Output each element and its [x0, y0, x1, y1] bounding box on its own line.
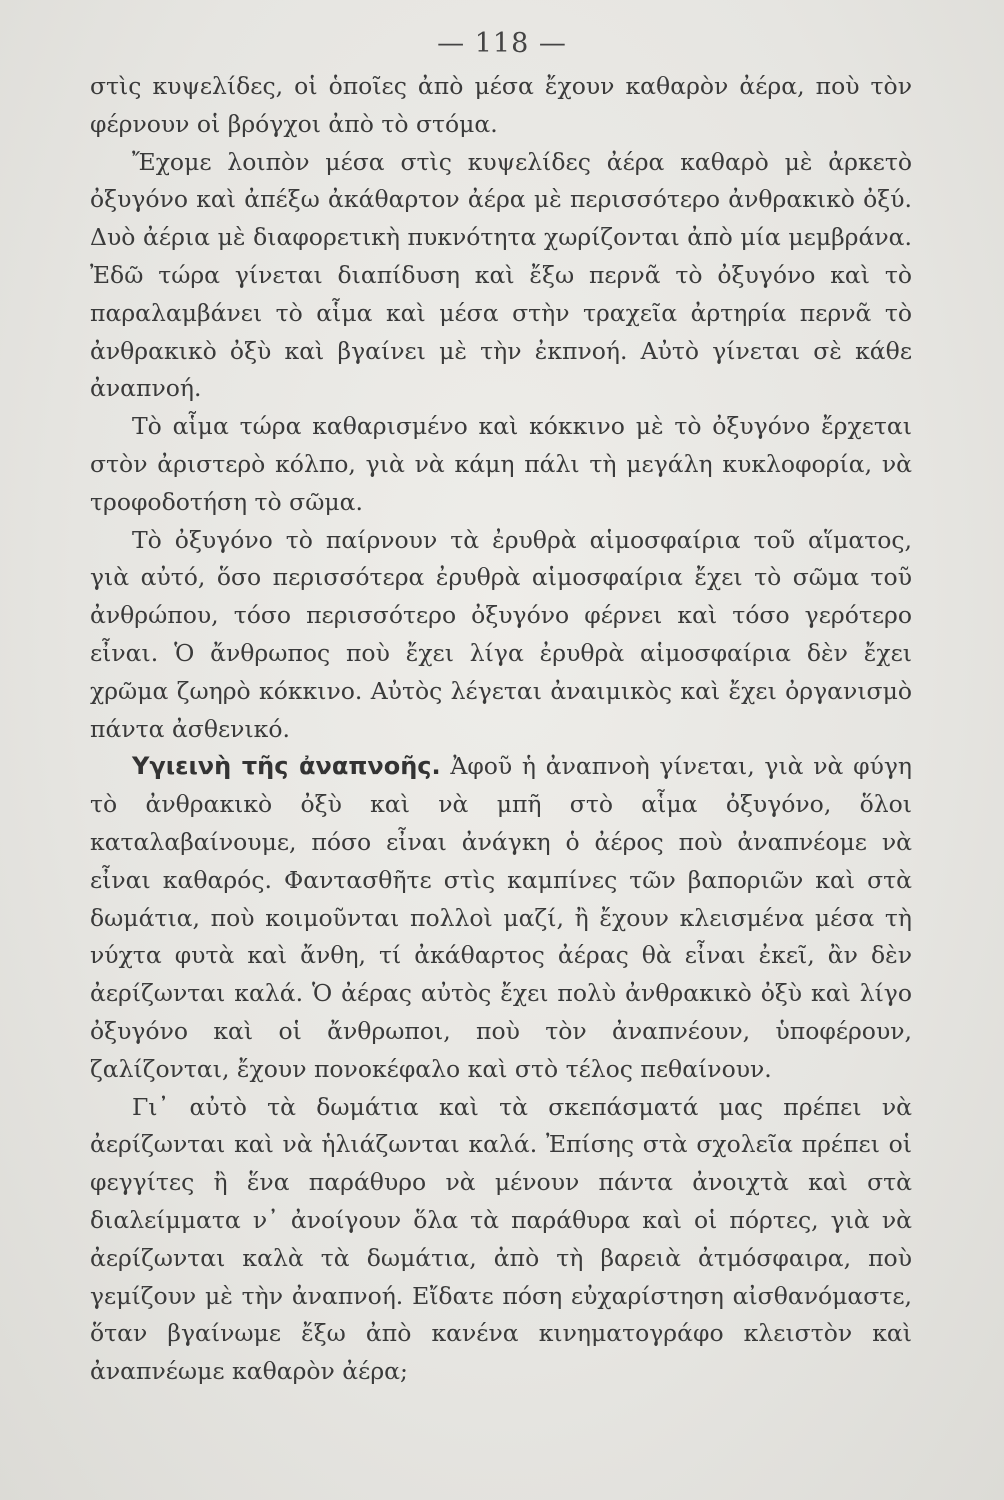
body-text	[90, 68, 912, 1391]
section-heading: Υγιεινὴ τῆς ἀναπνοῆς.	[132, 752, 441, 781]
paragraph-3: Τὸ αἷμα τώρα καθαρισμένο καὶ κόκκινο μὲ τὸ ὀξυγόνο ἔρχεται στὸν ἀριστερὸ κόλπο, γιὰ νὰ κάμη πάλι τὴ μεγάλη κυκλοφορία, νὰ τροφοδοτήση τὸ σῶμα.	[90, 412, 912, 516]
paragraph-1: στὶς κυψελίδες, οἱ ὁποῖες ἀπὸ μέσα ἔχουν καθαρὸν ἀέρα, ποὺ τὸν φέρνουν οἱ βρόγχοι ἀπὸ τὸ στόμα.	[90, 72, 912, 138]
paragraph-6: Γι᾽ αὐτὸ τὰ δωμάτια καὶ τὰ σκεπάσματά μας πρέπει νὰ ἀερίζωνται καὶ νὰ ἡλιάζωνται καλά. Ἐπίσης στὰ σχολεῖα πρέπει οἱ φεγγίτες ἢ ἕνα παράθυρο νὰ μένουν πάντα ἀνοιχτὰ καὶ στὰ διαλείμματα ν᾽ ἀνοίγουν ὅλα τὰ παράθυρα καὶ οἱ πόρτες, γιὰ νὰ ἀερίζωνται καλὰ τὰ δωμάτια, ἀπὸ τὴ βαρειὰ ἀτμόσφαιρα, ποὺ γεμίζουν μὲ τὴν ἀναπνοή. Εἴδατε πόση εὐχαρίστηση αἰσθανόμαστε, ὅταν βγαίνωμε ἔξω ἀπὸ κανένα κινηματογράφο κλειστὸν καὶ ἀναπνέωμε καθαρὸν ἀέρα;	[90, 1092, 912, 1386]
paragraph-5	[90, 748, 912, 1088]
paragraph-2: Ἔχομε λοιπὸν μέσα στὶς κυψελίδες ἀέρα καθαρὸ μὲ ἀρκετὸ ὀξυγόνο καὶ ἀπέξω ἀκάθαρτον ἀέρα μὲ περισσότερο ἀνθρακικὸ ὀξύ. Δυὸ ἀέρια μὲ διαφορετικὴ πυκνότητα χωρίζονται ἀπὸ μία μεμβράνα. Ἐδῶ τώρα γίνεται διαπίδυση καὶ ἔξω περνᾶ τὸ ὀξυγόνο καὶ τὸ παραλαμβάνει τὸ αἷμα καὶ μέσα στὴν τραχεῖα ἀρτηρία περνᾶ τὸ ἀνθρακικὸ ὀξὺ καὶ βγαίνει μὲ τὴν ἐκπνοή. Αὐτὸ γίνεται σὲ κάθε ἀναπνοή.	[90, 147, 912, 403]
page-number: — 118 —	[437, 28, 567, 59]
paragraph-5-text: Ἀφοῦ ἡ ἀναπνοὴ γίνεται, γιὰ νὰ φύγη τὸ ἀνθρακικὸ ὀξὺ καὶ νὰ μπῆ στὸ αἷμα ὀξυγόνο, ὅλοι καταλαβαίνουμε, πόσο εἶναι ἀνάγκη ὁ ἀέρος ποὺ ἀναπνέομε νὰ εἶναι καθαρός. Φαντασθῆτε στὶς καμπίνες τῶν βαποριῶν καὶ στὰ δωμάτια, ποὺ κοιμοῦνται πολλοὶ μαζί, ἢ ἔχουν κλεισμένα μέσα τὴ νύχτα φυτὰ καὶ ἄνθη, τί ἀκάθαρτος ἀέρας θὰ εἶναι ἐκεῖ, ἂν δὲν ἀερίζωνται καλά. Ὁ ἀέρας αὐτὸς ἔχει πολὺ ἀνθρακικὸ ὀξὺ καὶ λίγο ὀξυγόνο καὶ οἱ ἄνθρωποι, ποὺ τὸν ἀναπνέουν, ὑποφέρουν, ζαλίζονται, ἔχουν πονοκέφαλο καὶ στὸ τέλος πεθαίνουν.	[90, 752, 913, 1083]
paragraph-4: Τὸ ὀξυγόνο τὸ παίρνουν τὰ ἐρυθρὰ αἱμοσφαίρια τοῦ αἵματος, γιὰ αὐτό, ὅσο περισσότερα ἐρυθρὰ αἱμοσφαίρια ἔχει τὸ σῶμα τοῦ ἀνθρώπου, τόσο περισσότερο ὀξυγόνο φέρνει καὶ τόσο γερότερο εἶναι. Ὁ ἄνθρωπος ποὺ ἔχει λίγα ἐρυθρὰ αἱμοσφαίρια δὲν ἔχει χρῶμα ζωηρὸ κόκκινο. Αὐτὸς λέγεται ἀναιμικὸς καὶ ἔχει ὀργανισμὸ πάντα ἀσθενικό.	[90, 525, 912, 743]
